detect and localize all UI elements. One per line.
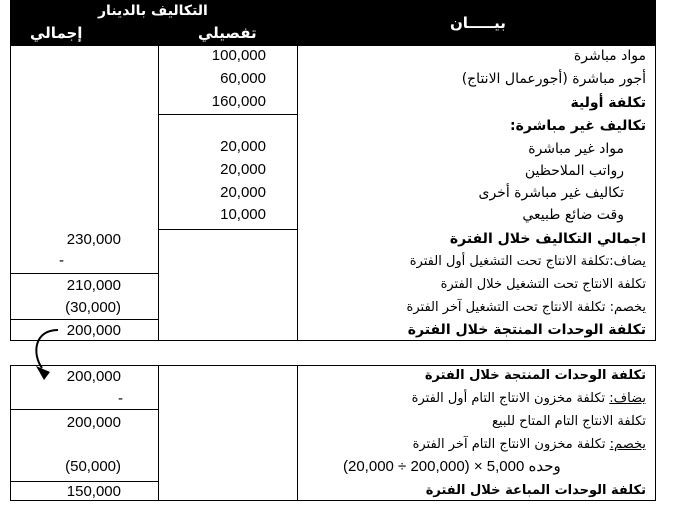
detail-value: 60,000 — [220, 70, 266, 87]
total-value: (50,000) — [65, 458, 121, 475]
row-label-normal-idle-time: وقت ضائع طبيعي — [522, 207, 624, 223]
detail-value: 160,000 — [211, 93, 266, 110]
row2-label-calculation: (20,000 ÷ 200,000) × وحده 5,000 — [343, 458, 561, 475]
row-label-indirect-materials: مواد غير مباشرة — [528, 141, 624, 157]
row-label-wip-during: تكلفة الانتاج تحت التشغيل خلال الفترة — [440, 277, 646, 292]
row2-label-add-fg-begin — [412, 390, 646, 408]
row-label-add-wip-begin — [410, 253, 646, 271]
header-costs-group: التكاليف بالدينار — [98, 3, 208, 19]
detail-value: 20,000 — [220, 138, 266, 155]
total-value: - — [118, 390, 123, 407]
fg-end-text: تكلفة مخزون الانتاج التام آخر الفترة — [412, 437, 610, 452]
total-value: 150,000 — [66, 483, 121, 500]
row-label-direct-wages: أجور مباشرة (أجورعمال الانتاج) — [461, 71, 646, 87]
add-prefix: يضاف: — [609, 391, 646, 406]
total-value: (30,000) — [65, 299, 121, 316]
header-statement: بيـــــان — [450, 14, 506, 32]
fg-begin-text: تكلفة مخزون الانتاج التام أول الفترة — [411, 391, 610, 406]
total-value: 230,000 — [66, 231, 121, 248]
total-value: 200,000 — [66, 368, 121, 385]
row-label-prime-cost: تكلفة أولية — [570, 95, 646, 111]
detail-value: 100,000 — [211, 47, 266, 64]
add-prefix: يضاف: — [609, 254, 646, 269]
wip-begin-text: تكلفة الانتاج تحت التشغيل أول الفترة — [409, 254, 610, 269]
row2-label-less-fg-end — [413, 436, 646, 454]
total-value: 210,000 — [66, 277, 121, 294]
header-detailed: تفصيلي — [198, 24, 257, 42]
total-value: 200,000 — [66, 414, 121, 431]
total-value: 200,000 — [66, 322, 121, 339]
row-label-other-indirect: تكاليف غير مباشرة أخرى — [478, 185, 624, 201]
total-value: - — [59, 252, 64, 269]
header-total: إجمالي — [30, 24, 83, 42]
row-label-less-wip-end: يخصم: تكلفة الانتاج تحت التشغيل آخر الفترة — [406, 300, 646, 315]
row2-label-cost-of-goods-sold: تكلفة الوحدات المباعة خلال الفترة — [425, 483, 646, 498]
row-label-total-costs: اجمالي التكاليف خلال الفترة — [449, 231, 646, 247]
row-label-direct-materials: مواد مباشرة — [573, 48, 646, 64]
row2-label-cost-of-production: تكلفة الوحدات المنتجة خلال الفترة — [424, 368, 646, 383]
detail-value: 20,000 — [220, 184, 266, 201]
detail-value: 10,000 — [220, 206, 266, 223]
row-label-indirect-costs: تكاليف غير مباشرة: — [509, 118, 646, 134]
row-label-supervisor-salaries: رواتب الملاحظين — [524, 163, 624, 179]
row-label-cost-of-production: تكلفة الوحدات المنتجة خلال الفترة — [407, 322, 646, 338]
detail-value: 20,000 — [220, 161, 266, 178]
sub-prefix: يخصم: — [609, 437, 646, 452]
row2-label-available-for-sale: تكلفة الانتاج التام المتاح للبيع — [492, 414, 646, 429]
